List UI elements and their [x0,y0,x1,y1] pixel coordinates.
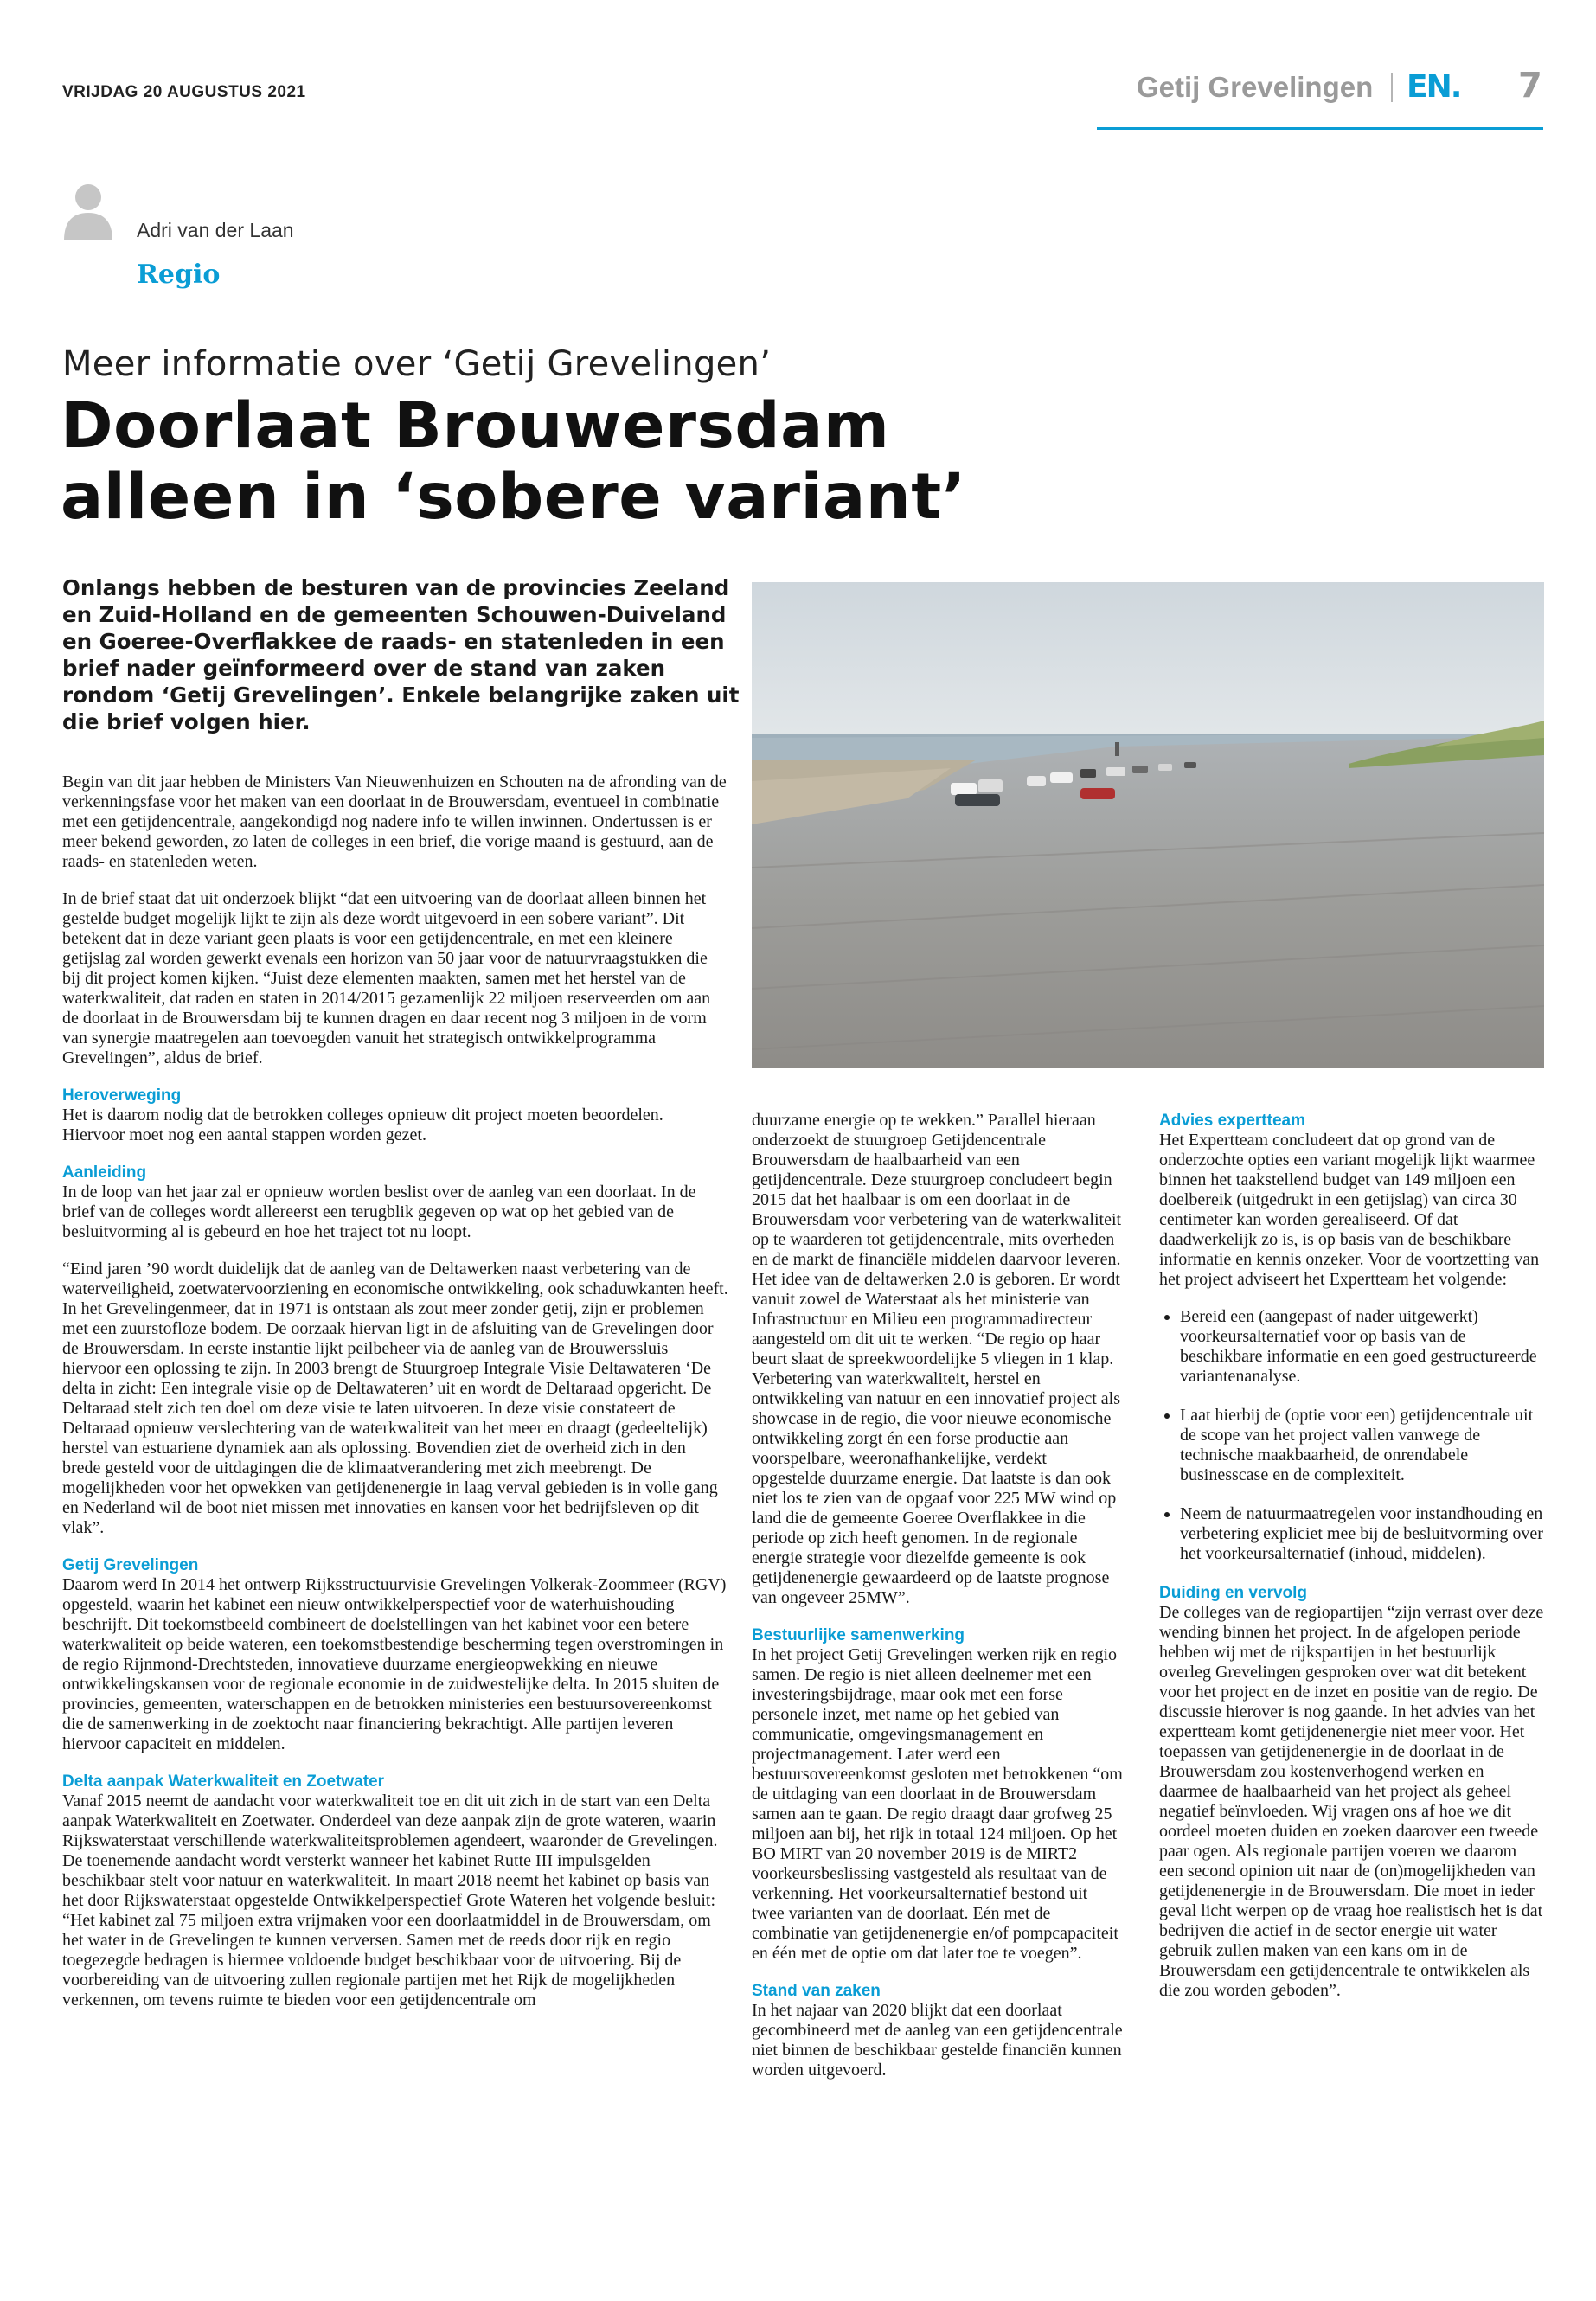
article-column-3 [1159,1111,1544,2018]
paragraph: Daarom werd In 2014 het ontwerp Rijksstructuurvisie Grevelingen Volkerak-Zoommeer (RGV) opgesteld, waarin het kabinet een nieuw ontwikkelperspectief voor de waterhuishouding beschrijft. Dit toekomstbeeld combineert de doelstellingen van het kabinet voor een betere waterkwaliteit op beide wateren, een toekomstbestendige bescherming tegen overstromingen in de regio Rijnmond-Drechtsteden, innovatieve duurzame energieopwekking en nieuwe ontwikkelingskansen voor de regionale economie in de zuidwestelijke delta. In 2015 sluiten de provincies, gemeenten, waterschappen en de betrokken ministeries een bestuursovereenkomst die de samenwerking in de zoektocht naar financiering bekrachtigt. Alle partijen leveren hiervoor capaciteit en middelen. [62,1575,727,1753]
author-avatar-icon [62,182,114,240]
paragraph: Het Expertteam concludeert dat op grond van de onderzochte opties een variant mogelijk lijkt waarmee binnen het taakstellend budget van 149 miljoen een doelbereik (uitgedrukt in een getijslag) van circa 30 centimeter kan worden gerealiseerd. Of dat daadwerkelijk zo is, is op basis van de beschikbare informatie en kennis onzeker. Voor de voortzetting van het project adviseert het Expertteam het volgende: [1159,1131,1540,1289]
subheading-advies-expertteam: Advies expertteam [1159,1112,1305,1130]
article-intro: Onlangs hebben de besturen van de provincies Zeeland en Zuid-Holland en de gemeenten Schouwen-Duiveland en Goeree-Overflakkee de raads- en statenleden in een brief nader geïnformeerd over de stand van zaken rondom ‘Getij Grevelingen’. Enkele belangrijke zaken uit die brief volgen hier. [62,575,740,734]
brouwersdam-photo [752,582,1544,1068]
subheading-getij-grevelingen: Getij Grevelingen [62,1556,199,1574]
advice-list [1159,1307,1544,1564]
article-headline: Doorlaat Brouwersdam alleen in ‘sobere variant’ [61,389,966,534]
list-item: • Laat hierbij de (optie voor een) getijdencentrale uit de scope van het project vallen vanwege de technische maakbaarheid, de onrendabele businesscase en de complexiteit. [1180,1406,1544,1485]
header-separator [1391,73,1393,102]
paragraph: In de brief staat dat uit onderzoek blijkt “dat een uitvoering van de doorlaat alleen binnen het gestelde budget mogelijk lijkt te zijn als deze wordt uitgevoerd in een sobere variant”. Dit betekent dat in deze variant geen plaats is voor een getijdencentrale, en met een kleinere getijslag zal worden gewerkt evenals een horizon van 50 jaar voor de natuurvraagstukken die bij dit project komen kijken. “Juist deze elementen maakten, samen met het herstel van de waterkwaliteit, dat raden en staten in 2014/2015 gezamenlijk 22 miljoen reserveerden om aan de doorlaat in de Brouwersdam bij te kunnen dragen en daar recent nog 3 miljoen in de vorm van synergie maatregelen aan toevoegden vanuit het strategisch ontwikkelprogramma Grevelingen”, aldus de brief. [62,889,711,1067]
paragraph: In het najaar van 2020 blijkt dat een doorlaat gecombineerd met de aanleg van een getijdencentrale niet binnen de beschikbaar gestelde financiën kunnen worden uitgevoerd. [752,2001,1123,2080]
article-column-1 [62,772,728,2028]
header-date: VRIJDAG 20 AUGUSTUS 2021 [62,83,306,101]
newspaper-logo: EN. [1407,69,1461,105]
paragraph: “Eind jaren ’90 wordt duidelijk dat de aanleg van de Deltawerken naast verbetering van de waterveiligheid, zoetwatervoorziening en economische ontwikkeling, ook schaduwkanten heeft. In het Grevelingenmeer, dat in 1971 is ontstaan als zout meer zonder getij, zijn er problemen met een zuurstofloze bodem. De oorzaak hiervan ligt in de afsluiting van de Grevelingen door de Brouwersdam. In eerste instantie lijkt peilbeheer via de aanleg van de Brouwerssluis hiervoor een oplossing te zijn. In 2003 brengt de Stuurgroep Integrale Visie Deltawateren ‘De delta in zicht: Een integrale visie op de Deltawateren’ uit en wordt de Deltaraad opgericht. De Deltaraad stelt zich ten doel om deze visie te laten uitvoeren. In deze visie constateert de Deltaraad opnieuw verslechtering van de waterkwaliteit van het meer en draagt (gedeeltelijk) herstel van estuariene dynamiek aan als oplossing. Bovendien ziet de overheid zich in den brede gesteld voor de uitdagingen die de klimaatverandering met zich meebrengt. De mogelijkheden voor het opwekken van getijdenenergie in laag verval gebieden is in volle gang en Nederland wil de boot niet missen met innovaties en kansen voor het bedrijfsleven op dit vlak”. [62,1259,728,1537]
paragraph: In het project Getij Grevelingen werken rijk en regio samen. De regio is niet alleen deelnemer met een investeringsbijdrage, maar ook met een forse personele inzet, met name op het gebied van communicatie, omgevingsmanagement en projectmanagement. Later werd een bestuursovereenkomst gesloten met betrokkenen “om de uitdaging van een doorlaat in de Brouwersdam samen aan te gaan. De regio draagt daar grofweg 25 miljoen aan bij, het rijk in totaal 124 miljoen. Op het BO MIRT van 20 november 2019 is de MIRT2 voorkeursbeslissing vastgesteld als resultaat van de verkenning. Het voorkeursalternatief bestond uit twee varianten van de doorlaat. Eén met de combinatie van getijdenenergie en/of pompcapaciteit en één met de optie om dat later toe te voegen”. [752,1645,1123,1963]
article-column-2 [752,1111,1124,2098]
paragraph: Vanaf 2015 neemt de aandacht voor waterkwaliteit toe en dit uit zich in de start van een Delta aanpak Waterkwaliteit en Zoetwater. Onderdeel van deze aanpak zijn de grote wateren, waarin Rijkswaterstaat verschillende waterkwaliteitsproblemen agendeert, waaronder de Grevelingen. De toenemende aandacht wordt versterkt wanneer het kabinet Rutte III impulsgelden beschikbaar stelt voor natuur en waterkwaliteit. In maart 2018 neemt het kabinet op basis van het door Rijkswaterstaat opgestelde Ontwikkelperspectief Grote Wateren het volgende besluit: “Het kabinet zal 75 miljoen extra vrijmaken voor een doorlaatmiddel in de Brouwersdam, om het water in de Grevelingen te kunnen verversen. Samen met de reeds door rijk en regio toegezegde bedragen is hiermee voldoende budget beschikbaar voor de uitvoering. Bij de voorbereiding van de uitvoering zullen regionale partijen met het Rijk de mogelijkheden verkennen, om tevens ruimte te bieden voor een getijdencentrale om [62,1791,718,2009]
article-kicker: Meer informatie over ‘Getij Grevelingen’ [62,344,772,384]
subheading-delta-aanpak: Delta aanpak Waterkwaliteit en Zoetwater [62,1772,385,1791]
subheading-bestuurlijke-samenwerking: Bestuurlijke samenwerking [752,1626,965,1644]
subheading-heroverweging: Heroverweging [62,1086,182,1105]
subheading-duiding-en-vervolg: Duiding en vervolg [1159,1584,1308,1602]
author-name: Adri van der Laan [137,219,294,241]
section-name: Getij Grevelingen [1137,71,1374,103]
paragraph: Begin van dit jaar hebben de Ministers Van Nieuwenhuizen en Schouten na de afronding van de verkenningsfase voor het maken van een doorlaat in de Brouwersdam, eventueel in combinatie met een getijdencentrale, aangekondigd nog nadere info te willen inwinnen. Ondertussen is er meer bekend geworden, zo laten de colleges in een brief, die vorige maand is gestuurd, aan de raads- en statenleden weten. [62,772,727,871]
paragraph: In de loop van het jaar zal er opnieuw worden beslist over de aanleg van een doorlaat. In de brief van de colleges wordt allereerst een terugblik gegeven op wat op het gebied van de besluitvorming al is gebeurd en hoe het traject tot nu loopt. [62,1183,696,1241]
page-number: 7 [1518,66,1542,106]
list-item: • Neem de natuurmaatregelen voor instandhouding en verbetering expliciet mee bij de besluitvorming over het voorkeursalternatief (inhoud, middelen). [1180,1504,1544,1564]
paragraph: De colleges van de regiopartijen “zijn verrast over deze wending binnen het project. In de afgelopen periode hebben wij met de rijkspartijen in het bestuurlijk overleg Grevelingen gesproken over wat dit betekent voor het project en de inzet en positie van de regio. De discussie hierover is nog gaande. In het advies van het expertteam komt getijdenenergie niet meer voor. Het toepassen van getijdenenergie in de doorlaat in de Brouwersdam zou kostenverhogend werken en daarmee de haalbaarheid van het project als geheel negatief beïnvloeden. Wij vragen ons af hoe we dit oordeel moeten duiden en zoeken daarover een tweede paar ogen. Als regionale partijen voeren we daarom een second opinion uit naar de (on)mogelijkheden van getijdenenergie in de Brouwersdam. Die moet in ieder geval licht werpen op de vraag hoe realistisch het is dat bedrijven die actief in de sector energie uit water gebruik zullen maken van een kans om in de Brouwersdam een getijdencentrale te ontwikkelen als die zou worden geboden”. [1159,1603,1544,2000]
list-item: • Bereid een (aangepast of nader uitgewerkt) voorkeursalternatief voor op basis van de beschikbare informatie en een goed gestructureerde variantenanalyse. [1180,1307,1544,1387]
subheading-stand-van-zaken: Stand van zaken [752,1982,881,2000]
subheading-aanleiding: Aanleiding [62,1163,147,1182]
paragraph: duurzame energie op te wekken.” Parallel hieraan onderzoekt de stuurgroep Getijdencentrale Brouwersdam de haalbaarheid van een getijdencentrale. Deze stuurgroep concludeert begin 2015 dat het haalbaar is om een doorlaat in de Brouwersdam voor verbetering van de waterkwaliteit op te waarderen tot getijdencentrale, mits overheden en de markt de financiële middelen daarvoor leveren. Het idee van de deltawerken 2.0 is geboren. Er wordt vanuit zowel de Waterstaat als het ministerie van Infrastructuur en Milieu een programmadirecteur aangesteld om dit uit te werken. “De regio op haar beurt slaat de spreekwoordelijke 5 vliegen in 1 klap. Verbetering van waterkwaliteit, herstel en ontwikkeling van natuur en een innovatief project als showcase in de regio, die voor nieuwe economische ontwikkeling zorgt én een forse productie aan voorspelbare, weeronafhankelijke, verdekt opgestelde duurzame energie. Dat laatste is dan ook niet los te zien van de opgaaf voor 225 MW wind op land die de gemeente Goeree Overflakkee in die periode op zich heeft genomen. In de regionale energie strategie voor diezelfde gemeente is ook getijdenenergie gewaardeerd op de laatste prognose van ongeveer 25MW”. [752,1111,1122,1607]
header-rule [1097,127,1543,130]
category-label: Regio [137,260,221,290]
paragraph: Het is daarom nodig dat de betrokken colleges opnieuw dit project moeten beoordelen. Hiervoor moet nog een aantal stappen worden gezet. [62,1106,663,1144]
